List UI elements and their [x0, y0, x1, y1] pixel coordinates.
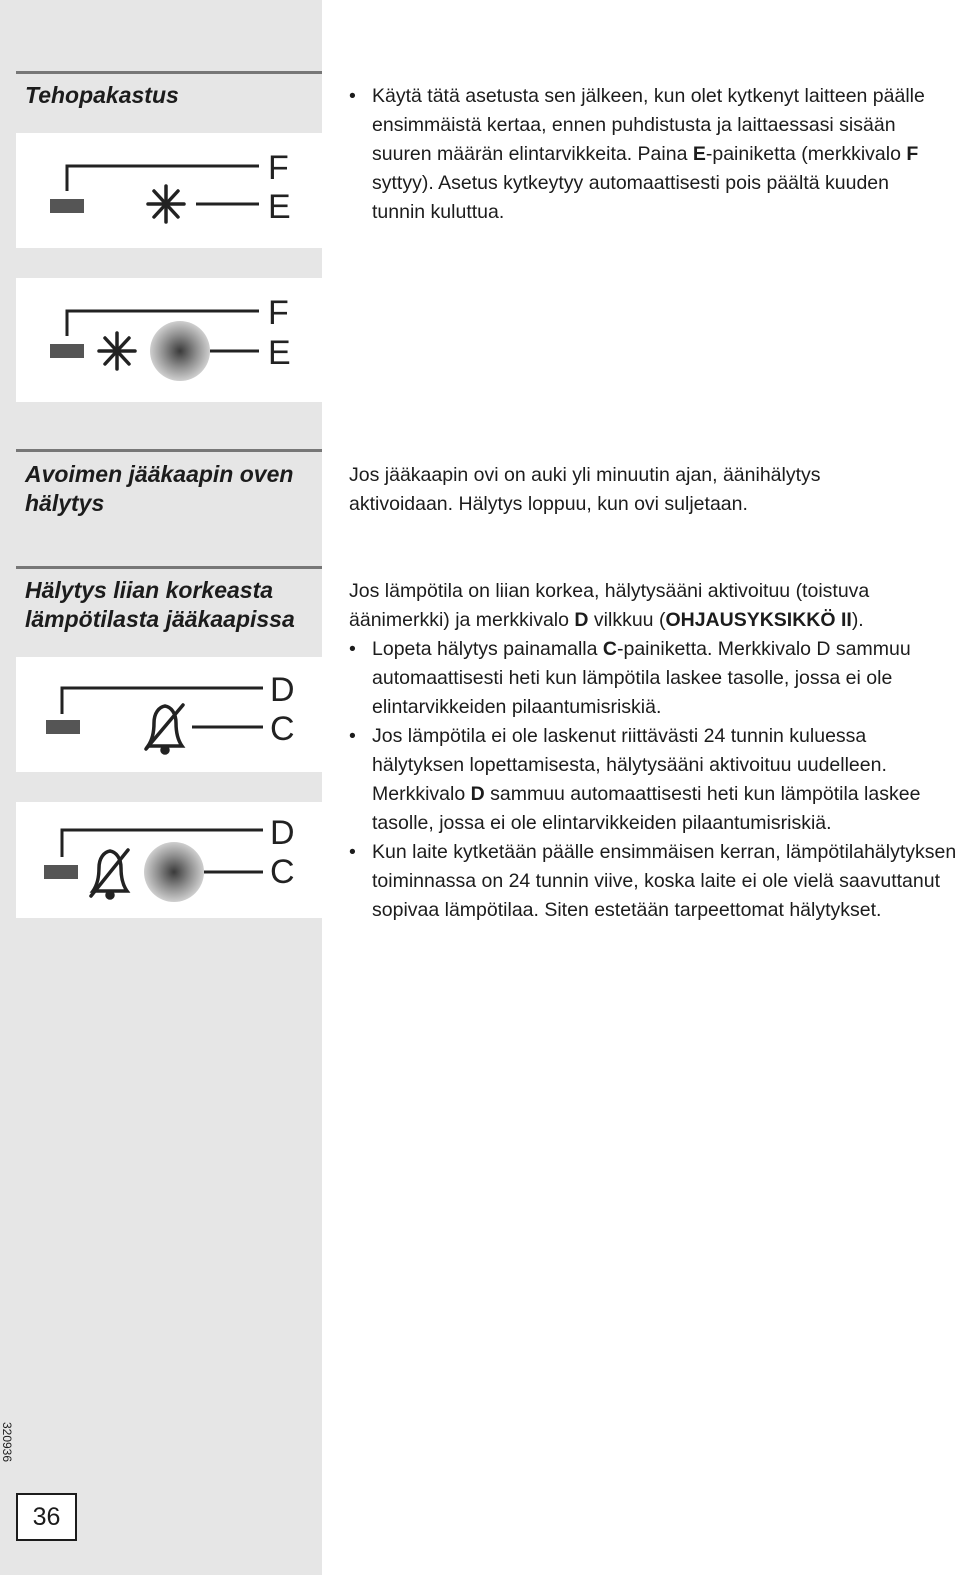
- text-run: syttyy). Asetus kytkeytyy automaattisesti pois päältä kuuden tunnin kuluttua.: [372, 172, 889, 223]
- door-alarm-paragraph: Jos jääkaapin ovi on auki yli minuutin ajan, äänihälytys aktivoidaan. Hälytys loppuu, kun ovi suljetaan.: [349, 464, 821, 515]
- alarm-off-bell-icon: [146, 705, 183, 753]
- button-label-e: E: [268, 188, 291, 226]
- bullet-item: [349, 82, 939, 227]
- control-panel-diagram: [16, 802, 322, 918]
- bullet-item: [349, 722, 957, 838]
- control-panel-d-c: [16, 657, 322, 772]
- section-title-temperature-alarm: Hälytys liian korkeasta lämpötilasta jääkaapissa: [25, 577, 295, 632]
- bold-text: F: [906, 143, 919, 165]
- indicator-label-f: F: [268, 294, 289, 332]
- bold-text: C: [602, 638, 617, 660]
- indicator-label-d: D: [270, 814, 295, 852]
- indicator-label-f: F: [268, 149, 289, 187]
- bullet-item: [349, 838, 957, 925]
- indicator-bar: [50, 199, 84, 213]
- text-run: -painiketta. Merkkivalo D sammuu automaattisesti heti kun lämpötila laskee tasolle, jossa ei ole elintarvikkeiden pilaantumisriskiä.: [372, 638, 911, 718]
- section-title-tehopakastus: Tehopakastus: [25, 82, 179, 108]
- bold-text: D: [470, 783, 485, 805]
- indicator-bar: [50, 344, 84, 358]
- button-label-e: E: [268, 334, 291, 372]
- button-label-c: C: [270, 710, 295, 748]
- section-divider: [16, 71, 322, 74]
- snowflake-icon: [99, 333, 135, 369]
- indicator-bar: [46, 720, 80, 734]
- alarm-off-bell-icon: [91, 850, 128, 898]
- section-divider: [16, 566, 322, 569]
- temperature-alarm-intro: [349, 577, 957, 635]
- section-divider: [16, 449, 322, 452]
- indicator-label-d: D: [270, 671, 295, 709]
- text-run: Lopeta hälytys painamalla: [372, 638, 603, 660]
- text-run: -painiketta (merkkivalo: [705, 143, 907, 165]
- document-code: 320936: [0, 1421, 14, 1463]
- control-panel-diagram: [16, 278, 322, 402]
- text-run: Käytä tätä asetusta sen jälkeen, kun olet kytkenyt laitteen päälle ensimmäistä kertaa, ennen puhdistusta ja laittaessasi sisään suuren määrän elintarvikkeita. Paina: [372, 85, 925, 165]
- section-3-text: [349, 577, 957, 925]
- control-panel-diagram: [16, 133, 322, 248]
- text-run: Jos lämpötila on liian korkea, hälytysääni aktivoituu (toistuva äänimerkki) ja merkkivalo: [349, 580, 870, 631]
- button-label-c: C: [270, 853, 295, 891]
- control-panel-diagram: [16, 657, 322, 772]
- text-run: Jos lämpötila ei ole laskenut riittävästi 24 tunnin kuluessa hälytyksen lopettamisesta, hälytysääni aktivoituu uudelleen. Merkkivalo: [372, 725, 887, 805]
- section-1-text: [349, 82, 939, 227]
- page-number: 36: [16, 1493, 77, 1541]
- control-panel-f-e: [16, 133, 322, 248]
- bullet-item: [349, 635, 957, 722]
- text-run: sammuu automaattisesti heti kun lämpötila laskee tasolle, jossa ei ole elintarvikkeiden pilaantumisriskiä.: [372, 783, 921, 834]
- bold-text: D: [574, 609, 589, 631]
- pressed-finger-icon: [144, 842, 204, 902]
- indicator-bar: [44, 865, 78, 879]
- text-run: vilkkuu (: [588, 609, 666, 631]
- bold-text: OHJAUSYKSIKKÖ II: [665, 609, 852, 631]
- text-run: ).: [851, 609, 864, 631]
- bold-text: E: [692, 143, 706, 165]
- section-title-door-alarm: Avoimen jääkaapin oven hälytys: [25, 461, 294, 516]
- pressed-finger-icon: [150, 321, 210, 381]
- text-run: Kun laite kytketään päälle ensimmäisen kerran, lämpötilahälytyksen toiminnassa on 24 tunnin viive, koska laite ei ole vielä saavuttanut sopivaa lämpötilaa. Siten estetään tarpeettomat hälytykset.: [372, 841, 957, 921]
- snowflake-icon: [148, 186, 184, 222]
- control-panel-f-e-pressed: [16, 278, 322, 402]
- control-panel-d-c-pressed: [16, 802, 322, 918]
